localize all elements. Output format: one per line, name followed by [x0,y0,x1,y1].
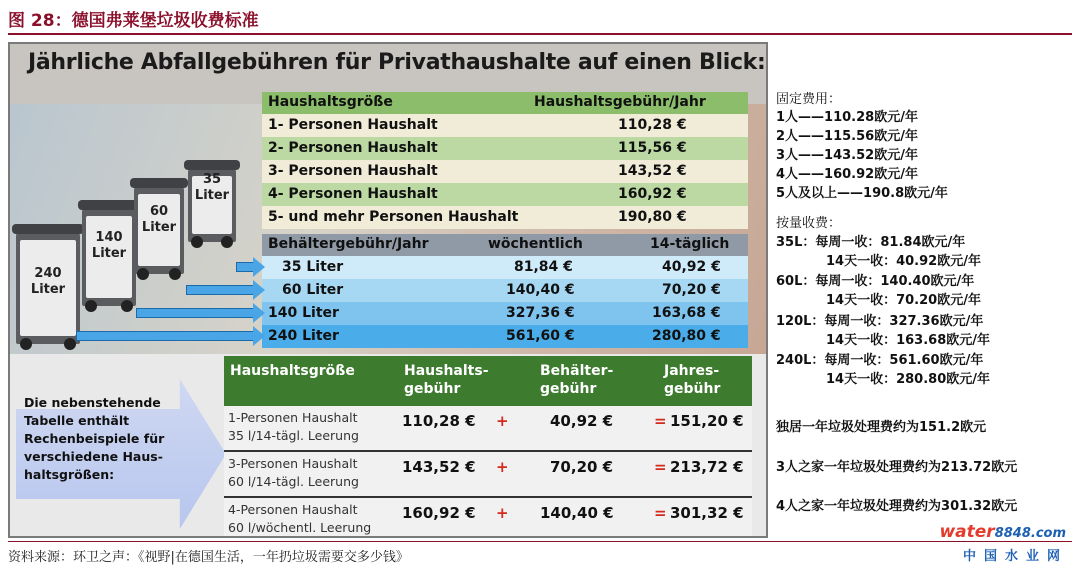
household-fee: 190,80 € [618,209,687,225]
container-biweekly-fee: 70,20 € [662,282,721,298]
container-size: 35 Liter [282,259,344,275]
volume-fee-note: 60L：每周一收：140.40欧元/年 [776,274,975,289]
source-citation: 资料来源：环卫之声：《视野|在德国生活，一年扔垃圾需要交多少钱》 [8,550,409,565]
fixed-fee-note: 4人——160.92欧元/年 [776,167,918,182]
container-weekly-fee: 140,40 € [506,282,575,298]
container-fee-row [262,302,748,325]
arrow-35-liter [236,262,254,272]
bin-240-liter: 240 Liter [16,232,80,344]
container-fee-row [262,325,748,348]
container-fee-row [262,279,748,302]
fixed-fee-title: 固定费用： [776,92,842,107]
example-header-container-fee: Behälter-gebühr [540,363,614,397]
bottom-divider [8,541,1072,542]
container-biweekly-fee: 163,68 € [652,305,721,321]
container-weekly-fee: 561,60 € [506,328,575,344]
volume-fee-note: 120L：每周一收：327.36欧元/年 [776,314,984,329]
volume-fee-title: 按量收费： [776,216,842,231]
household-fee-row [262,160,748,183]
household-fee-header [262,92,748,114]
volume-fee-note: 35L：每周一收：81.84欧元/年 [776,235,966,250]
arrow-240-liter [76,331,254,341]
household-size: 2- Personen Haushalt [268,140,438,156]
household-fee-row [262,183,748,206]
fixed-fee-note: 3人——143.52欧元/年 [776,148,918,163]
container-biweekly-fee: 280,80 € [652,328,721,344]
example-table [224,356,752,538]
example-header-household-fee: Haushalts-gebühr [404,363,489,397]
volume-fee-note: 240L：每周一收：561.60欧元/年 [776,353,984,368]
container-biweekly-fee: 40,92 € [662,259,721,275]
household-header-fee: Haushaltsgebühr/Jahr [534,94,706,110]
container-weekly-fee: 81,84 € [514,259,573,275]
arrow-60-liter [186,285,254,295]
summary-note: 4人之家一年垃圾处理费约为301.32欧元 [776,499,1018,514]
bin-60-liter: 60 Liter [134,186,184,274]
container-size: 240 Liter [268,328,339,344]
example-row: 1-Personen Haushalt 35 l/14-tägl. Leerung 110,28 € + 40,92 € = 151,20 € [224,406,752,452]
volume-fee-note: 14天一收：280.80欧元/年 [826,372,991,387]
bin-35-liter: 35 Liter [188,168,236,242]
figure-title: 图 28：德国弗莱堡垃圾收费标准 [8,11,259,31]
bin-140-liter: 140 Liter [82,208,136,306]
household-fee: 160,92 € [618,186,687,202]
example-row: 3-Personen Haushalt 60 l/14-tägl. Leerung 143,52 € + 70,20 € = 213,72 € [224,452,752,498]
container-header-biweekly: 14-täglich [650,236,730,252]
container-weekly-fee: 327,36 € [506,305,575,321]
household-fee-row [262,206,748,229]
example-header-annual-fee: Jahres-gebühr [664,363,721,397]
household-header-size: Haushaltsgröße [268,94,393,110]
fixed-fee-note: 2人——115.56欧元/年 [776,129,918,144]
container-size: 140 Liter [268,305,339,321]
side-note: Die nebenstehende Tabelle enthält Rechenbeispiele für verschiedene Haus-haltsgrößen: [24,395,165,482]
volume-fee-note: 14天一收：70.20欧元/年 [826,293,981,308]
household-fee-row [262,114,748,137]
fixed-fee-note: 1人——110.28欧元/年 [776,110,918,125]
volume-fee-note: 14天一收：40.92欧元/年 [826,254,981,269]
container-size: 60 Liter [282,282,344,298]
household-size: 4- Personen Haushalt [268,186,438,202]
household-size: 5- und mehr Personen Haushalt [268,209,519,225]
title-divider [8,33,1072,35]
container-header-weekly: wöchentlich [488,236,583,252]
watermark-logo: water8848.com [939,522,1066,542]
container-fee-row [262,256,748,279]
household-size: 1- Personen Haushalt [268,117,438,133]
container-fee-header [262,234,748,256]
household-fee-row [262,137,748,160]
fixed-fee-note: 5人及以上——190.8欧元/年 [776,186,948,201]
household-size: 3- Personen Haushalt [268,163,438,179]
container-header-size: Behältergebühr/Jahr [268,236,429,252]
fee-infographic [8,42,768,538]
example-row: 4-Personen Haushalt 60 l/wöchentl. Leerung 160,92 € + 140,40 € = 301,32 € [228,502,744,535]
infographic-title: Jährliche Abfallgebühren für Privathaushalte auf einen Blick: [28,50,766,75]
summary-note: 独居一年垃圾处理费约为151.2欧元 [776,420,987,435]
household-fee: 115,56 € [618,140,687,156]
household-fee: 143,52 € [618,163,687,179]
example-header [224,356,752,406]
arrow-140-liter [136,308,254,318]
example-header-size: Haushaltsgröße [230,363,355,379]
volume-fee-note: 14天一收：163.68欧元/年 [826,333,991,348]
summary-note: 3人之家一年垃圾处理费约为213.72欧元 [776,460,1018,475]
watermark-site: 中国水业网 [962,549,1068,564]
household-fee: 110,28 € [618,117,687,133]
